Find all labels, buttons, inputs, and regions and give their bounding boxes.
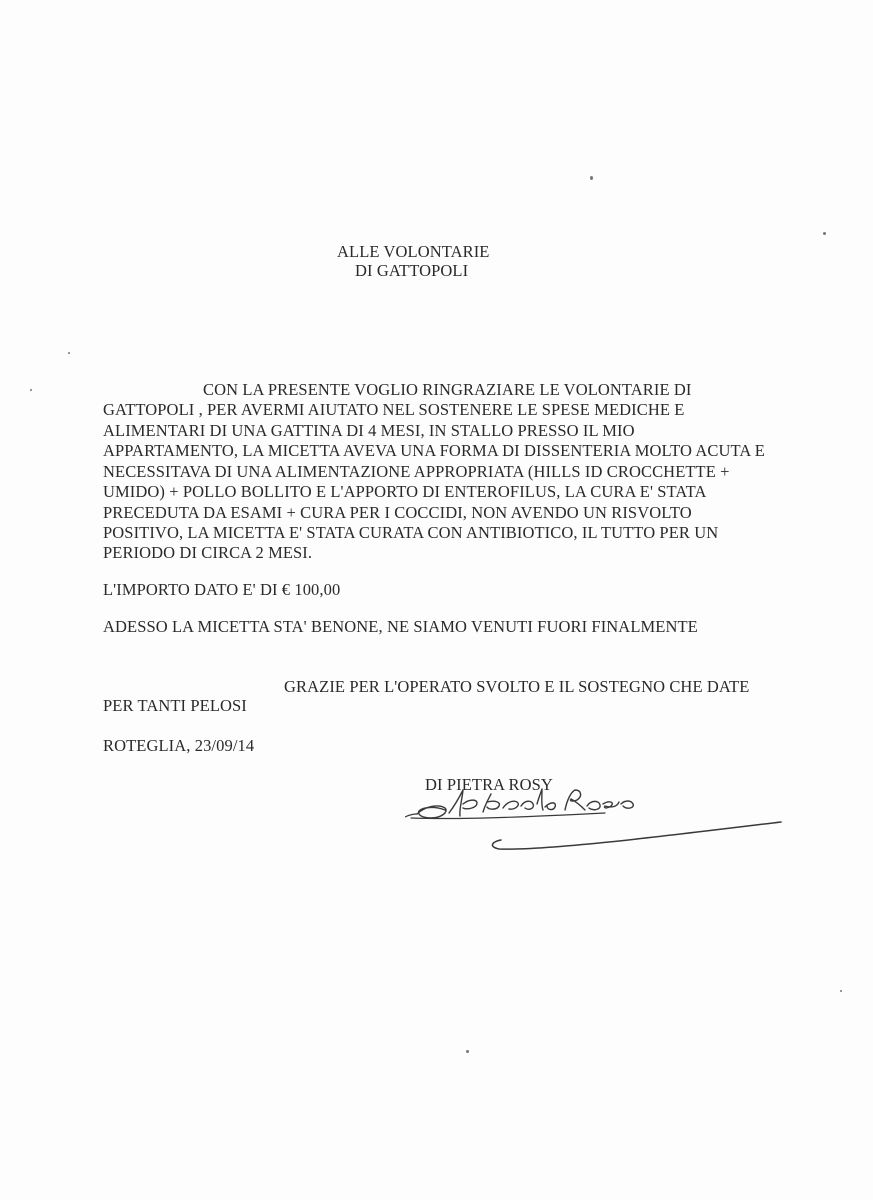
paragraph-line: CON LA PRESENTE VOGLIO RINGRAZIARE LE VOLONTARIE DI [203, 380, 692, 399]
thanks-line-2: PER TANTI PELOSI [103, 696, 247, 715]
recipient-line-2: DI GATTOPOLI [355, 261, 469, 280]
recipient-line-1: ALLE VOLONTARIE [337, 242, 490, 261]
paragraph-line: POSITIVO, LA MICETTA E' STATA CURATA CON ANTIBIOTICO, IL TUTTO PER UN [103, 523, 719, 542]
handwritten-signature [405, 780, 785, 855]
amount-line: L'IMPORTO DATO E' DI € 100,00 [103, 580, 341, 599]
status-line: ADESSO LA MICETTA STA' BENONE, NE SIAMO VENUTI FUORI FINALMENTE [103, 617, 698, 636]
signer-name: DI PIETRA ROSY [425, 775, 553, 794]
scan-speck [590, 176, 593, 180]
scan-speck [840, 990, 842, 992]
paragraph-line: PRECEDUTA DA ESAMI + CURA PER I COCCIDI, NON AVENDO UN RISVOLTO [103, 503, 692, 522]
paragraph-line: NECESSITAVA DI UNA ALIMENTAZIONE APPROPRIATA (HILLS ID CROCCHETTE + [103, 462, 730, 481]
paragraph-line: GATTOPOLI , PER AVERMI AIUTATO NEL SOSTENERE LE SPESE MEDICHE E [103, 400, 685, 419]
paragraph-line: ALIMENTARI DI UNA GATTINA DI 4 MESI, IN STALLO PRESSO IL MIO [103, 421, 635, 440]
thanks-line-1: GRAZIE PER L'OPERATO SVOLTO E IL SOSTEGNO CHE DATE [284, 677, 750, 696]
scan-speck [466, 1050, 469, 1053]
paragraph-line: PERIODO DI CIRCA 2 MESI. [103, 543, 313, 562]
place-date: ROTEGLIA, 23/09/14 [103, 736, 255, 755]
scan-speck [823, 232, 826, 235]
paragraph-line: UMIDO) + POLLO BOLLITO E L'APPORTO DI ENTEROFILUS, LA CURA E' STATA [103, 482, 707, 501]
scan-speck [30, 389, 32, 391]
paragraph-line: APPARTAMENTO, LA MICETTA AVEVA UNA FORMA DI DISSENTERIA MOLTO ACUTA E [103, 441, 765, 460]
scan-speck [68, 352, 70, 354]
